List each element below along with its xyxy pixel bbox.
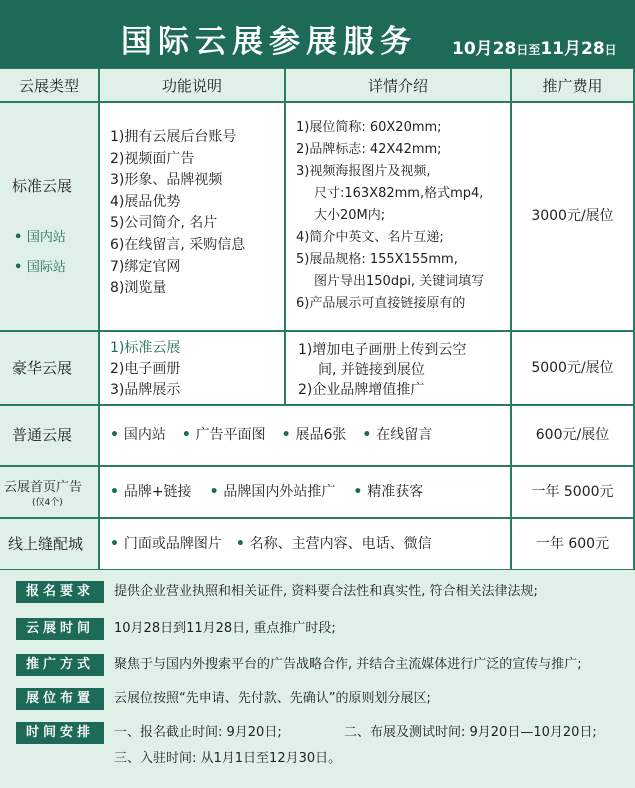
standard-type-label: 标准云展 bbox=[12, 177, 73, 195]
row-homepage-ad-type bbox=[0, 467, 100, 519]
row-basic-bullets bbox=[100, 406, 512, 467]
row-deluxe-features bbox=[100, 332, 286, 406]
info-label-schedule: 时间安排 bbox=[16, 722, 104, 744]
bullet-item: • 名称、主营内容、电话、微信 bbox=[235, 535, 432, 552]
row-online-mall-type bbox=[0, 519, 100, 571]
date-end: 11月28 bbox=[540, 39, 605, 59]
row-deluxe-price bbox=[512, 332, 635, 406]
bullet-item: • 品牌+链接 bbox=[110, 483, 192, 500]
info-label-time: 云展时间 bbox=[16, 618, 104, 640]
info-section bbox=[0, 570, 635, 788]
price-value: 5000元/展位 bbox=[531, 359, 614, 376]
detail-item: 尺寸:163X82mm,格式mp4, bbox=[314, 186, 484, 201]
col-header-details: 详情介绍 bbox=[286, 69, 512, 103]
homepage-ad-type-label: 云展首页广告 bbox=[4, 480, 83, 495]
col-header-type: 云展类型 bbox=[0, 69, 100, 103]
info-text-promotion: 聚焦于与国内外搜索平台的广告战略合作, 并结合主流媒体进行广泛的宣传与推广; bbox=[114, 657, 582, 672]
standard-sub-item: • 国内站 bbox=[14, 230, 66, 245]
info-text-requirements: 提供企业营业执照和相关证件, 资料要合法性和真实性, 符合相关法律法规; bbox=[114, 584, 538, 599]
detail-item: 1)展位简称: 60X20mm; bbox=[296, 120, 442, 135]
info-text-layout: 云展位按照“先申请、先付款、先确认”的原则划分展区; bbox=[114, 691, 431, 706]
row-standard-price bbox=[512, 103, 635, 332]
price-value: 3000元/展位 bbox=[531, 208, 614, 224]
deluxe-type-label: 豪华云展 bbox=[12, 358, 73, 377]
info-text-time: 10月28日到11月28日, 重点推广时段; bbox=[114, 621, 336, 636]
info-text-schedule-2: 二、布展及测试时间: 9月20日—10月20日; bbox=[344, 725, 597, 740]
row-standard-details bbox=[286, 103, 512, 332]
row-online-mall-bullets bbox=[100, 519, 512, 571]
detail-item: 图片导出150dpi, 关键词填写 bbox=[314, 274, 485, 289]
feature-item: 2)视频面广告 bbox=[110, 150, 195, 167]
detail-item: 6)产品展示可直接链接原有的 bbox=[296, 296, 466, 311]
detail-item: 大小20M内; bbox=[314, 208, 386, 223]
row-homepage-ad-price bbox=[512, 467, 635, 519]
bullet-item: • 精准获客 bbox=[353, 483, 424, 500]
feature-item: 3)形象、品牌视频 bbox=[110, 172, 223, 189]
bullet-item: • 在线留言 bbox=[362, 427, 433, 443]
page-title: 国际云展参展服务 bbox=[121, 24, 417, 60]
detail-item: 2)品牌标志: 42X42mm; bbox=[296, 142, 442, 157]
bullet-item: • 国内站 bbox=[110, 427, 166, 443]
col-header-price: 推广费用 bbox=[512, 69, 635, 103]
feature-item: 4)展品优势 bbox=[110, 193, 181, 210]
detail-item: 3)视频海报图片及视频, bbox=[296, 164, 431, 179]
date-start: 10月28 bbox=[452, 39, 517, 59]
bullet-item: • 门面或品牌图片 bbox=[110, 535, 222, 552]
row-online-mall-price bbox=[512, 519, 635, 571]
row-standard-features bbox=[100, 103, 286, 332]
bullet-item: • 品牌国内外站推广 bbox=[209, 483, 336, 500]
row-homepage-ad-bullets bbox=[100, 467, 512, 519]
price-value: 一年 600元 bbox=[535, 535, 610, 552]
feature-item: 8)浏览量 bbox=[110, 280, 167, 297]
info-label-layout: 展位布置 bbox=[16, 688, 104, 710]
feature-item: 5)公司简介, 名片 bbox=[110, 215, 218, 232]
homepage-ad-note: (仅4个) bbox=[32, 498, 63, 508]
feature-item: 7)绑定官网 bbox=[110, 258, 181, 275]
feature-item: 1)标准云展 bbox=[110, 340, 181, 356]
info-text-schedule-1: 一、报名截止时间: 9月20日; bbox=[114, 725, 282, 740]
row-deluxe-type bbox=[0, 332, 100, 406]
row-standard-type bbox=[0, 103, 100, 332]
info-label-requirements: 报名要求 bbox=[16, 581, 104, 603]
info-text-schedule-3: 三、入驻时间: 从1月1日至12月30日。 bbox=[114, 751, 342, 766]
basic-type-label: 普通云展 bbox=[12, 426, 73, 444]
service-table bbox=[0, 68, 635, 570]
detail-item: 4)简介中英文、名片互递; bbox=[296, 230, 444, 245]
detail-item: 5)展品规格: 155X155mm, bbox=[296, 252, 458, 267]
detail-item: 1)增加电子画册上传到云空 bbox=[298, 342, 467, 358]
standard-sub-item: • 国际站 bbox=[14, 260, 66, 275]
bullet-item: • 广告平面图 bbox=[181, 427, 266, 443]
date-sep: 日至 bbox=[516, 43, 541, 57]
bullet-item: • 展品6张 bbox=[281, 427, 347, 443]
event-date-range bbox=[452, 34, 617, 59]
online-mall-type-label: 线上缝配城 bbox=[8, 534, 84, 553]
row-deluxe-details bbox=[286, 332, 512, 406]
detail-item: 间, 并链接到展位 bbox=[318, 362, 425, 378]
info-label-promotion: 推广方式 bbox=[16, 654, 104, 676]
date-end-suffix: 日 bbox=[604, 43, 617, 57]
feature-item: 2)电子画册 bbox=[110, 361, 181, 377]
row-basic-price bbox=[512, 406, 635, 467]
price-value: 一年 5000元 bbox=[531, 483, 614, 500]
row-basic-type bbox=[0, 406, 100, 467]
feature-item: 3)品牌展示 bbox=[110, 382, 181, 398]
col-header-features: 功能说明 bbox=[100, 69, 286, 103]
detail-item: 2)企业品牌增值推广 bbox=[298, 382, 425, 398]
price-value: 600元/展位 bbox=[535, 427, 610, 443]
feature-item: 1)拥有云展后台账号 bbox=[110, 129, 237, 145]
feature-item: 6)在线留言, 采购信息 bbox=[110, 236, 246, 253]
page-header bbox=[0, 0, 635, 68]
